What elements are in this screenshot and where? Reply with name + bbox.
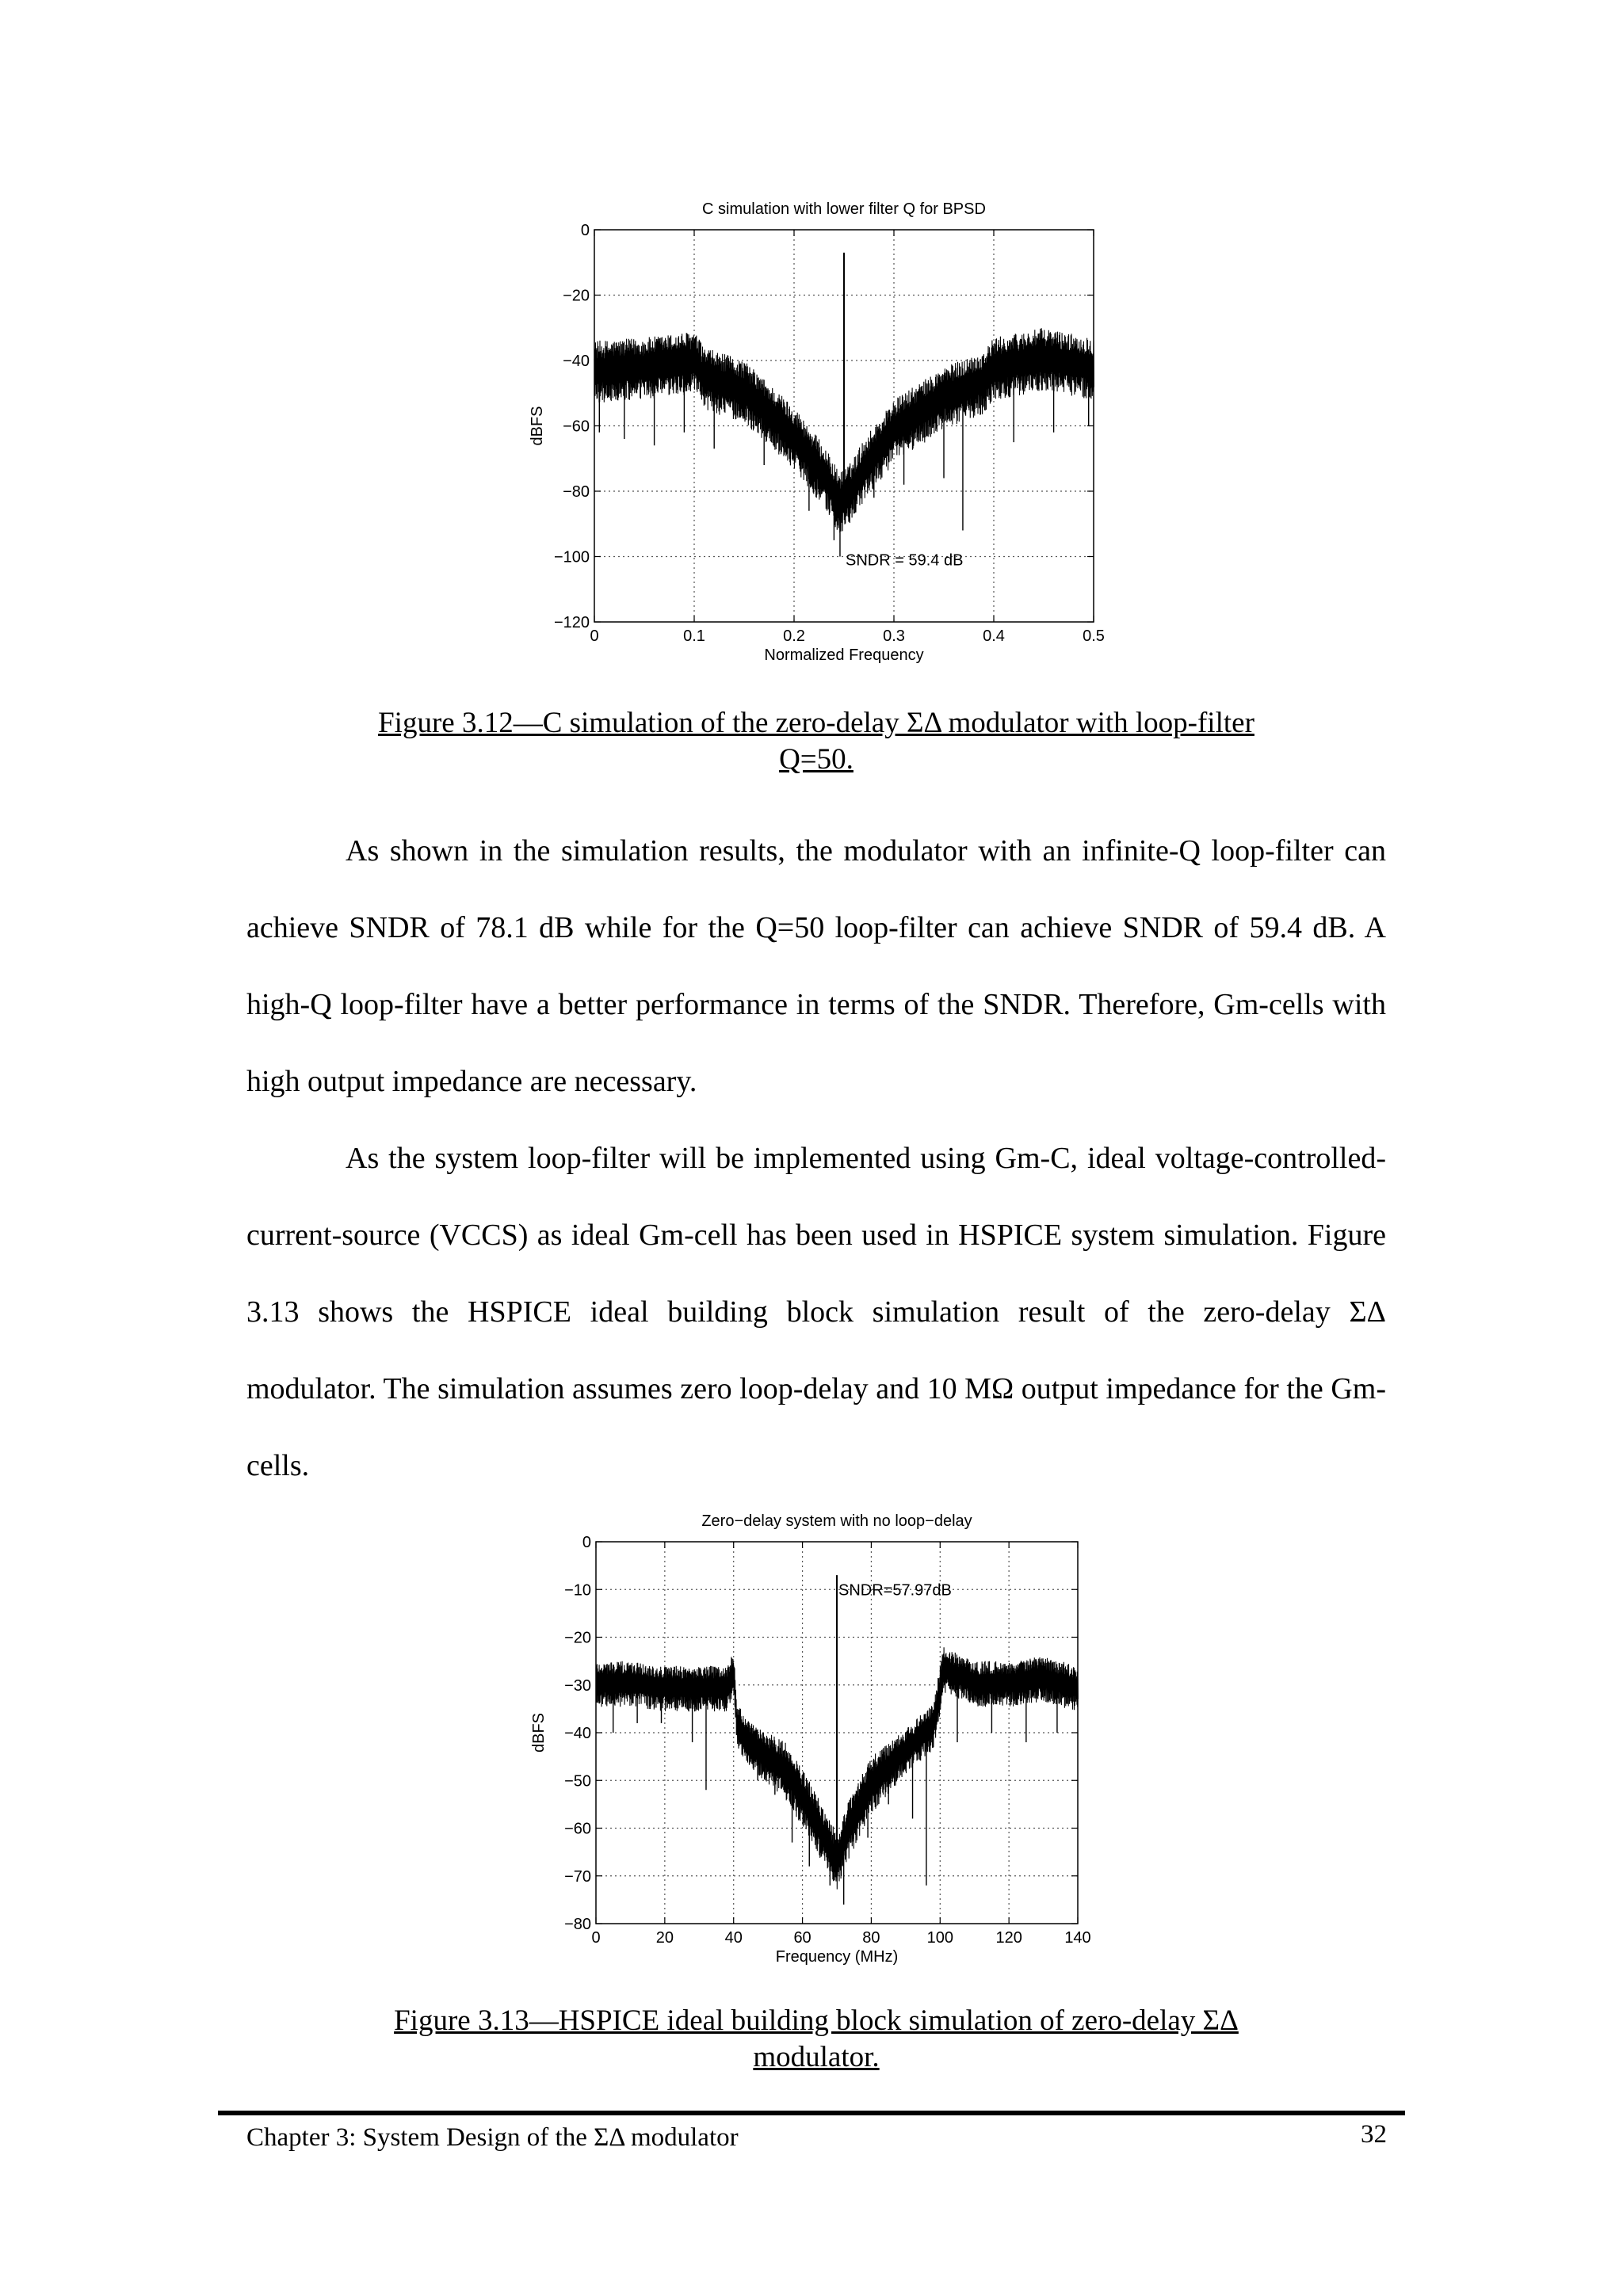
chart-title: Zero−delay system with no loop−delay (701, 1512, 972, 1530)
paragraph-1 (246, 813, 1386, 1120)
y-axis-label: dBFS (529, 406, 546, 446)
x-tick-label: 40 (724, 1929, 743, 1947)
chart-title: C simulation with lower filter Q for BPSD (702, 200, 986, 218)
y-tick-label: −60 (564, 1820, 591, 1838)
figure-3-12-caption (238, 705, 1395, 778)
y-tick-label: −30 (564, 1676, 591, 1695)
y-tick-label: −120 (553, 614, 590, 631)
x-tick-label: 20 (655, 1929, 674, 1947)
y-tick-label: −100 (553, 548, 590, 566)
figure-3-12-chart (507, 190, 1141, 681)
figure-3-12-svg (507, 190, 1141, 681)
x-tick-label: 140 (1064, 1929, 1091, 1947)
x-tick-label: 0.1 (683, 627, 705, 645)
paragraph-2-text: As the system loop-filter will be implemented using Gm-C, ideal voltage-controlled-current-source (VCCS) as ideal Gm-cell has been used in HSPICE system simulation. Figure 3.13 shows the HSPICE ideal building block simulation result of the zero-delay ΣΔ modulator. The simulation assumes zero loop-delay and 10 MΩ output impedance for the Gm-cells. (246, 1142, 1386, 1482)
figure-3-13-caption (238, 2003, 1395, 2076)
x-tick-label: 0.5 (1083, 627, 1105, 645)
x-tick-label: 0 (590, 627, 599, 645)
x-axis-label: Normalized Frequency (764, 646, 924, 664)
x-tick-label: 0.4 (983, 627, 1005, 645)
paragraph-2 (246, 1120, 1386, 1505)
x-tick-label: 0 (591, 1929, 601, 1947)
y-tick-label: −80 (563, 483, 590, 501)
x-tick-label: 0.3 (883, 627, 905, 645)
y-tick-label: −60 (563, 418, 590, 436)
x-axis-label: Frequency (MHz) (775, 1948, 899, 1966)
page-number: 32 (1361, 2120, 1387, 2149)
x-tick-label: 120 (995, 1929, 1022, 1947)
sndr-annotation: SNDR=57.97dB (838, 1581, 952, 1600)
y-tick-label: −70 (564, 1867, 591, 1886)
figure-3-13-chart (523, 1505, 1125, 1973)
paragraph-1-text: As shown in the simulation results, the modulator with an infinite-Q loop-filter can achieve SNDR of 78.1 dB while for the Q=50 loop-filter can achieve SNDR of 59.4 dB. A high-Q loop-filter have a better performance in terms of the SNDR. Therefore, Gm-cells with high output impedance are necessary. (246, 834, 1386, 1098)
x-tick-label: 100 (926, 1929, 953, 1947)
y-tick-label: −50 (564, 1772, 591, 1791)
footer-rule (218, 2111, 1405, 2115)
figure-3-13-caption-line2: modulator. (753, 2041, 880, 2073)
y-tick-label: −20 (564, 1629, 591, 1647)
y-tick-label: −40 (563, 353, 590, 370)
footer-chapter: Chapter 3: System Design of the ΣΔ modulator (246, 2123, 739, 2152)
y-tick-label: −10 (564, 1581, 591, 1600)
x-tick-label: 60 (793, 1929, 812, 1947)
figure-3-12-caption-line2: Q=50. (779, 743, 854, 776)
figure-3-13-caption-line1: Figure 3.13—HSPICE ideal building block simulation of zero-delay ΣΔ (394, 2004, 1239, 2037)
y-tick-label: 0 (580, 222, 590, 239)
x-tick-label: 80 (862, 1929, 880, 1947)
x-tick-label: 0.2 (783, 627, 805, 645)
y-tick-label: −80 (564, 1916, 591, 1933)
y-tick-label: 0 (582, 1534, 591, 1551)
figure-3-13-svg (523, 1505, 1125, 1973)
y-tick-label: −40 (564, 1725, 591, 1742)
y-axis-label: dBFS (530, 1712, 548, 1753)
figure-3-12-caption-line1: Figure 3.12—C simulation of the zero-delay ΣΔ modulator with loop-filter (378, 707, 1254, 739)
y-tick-label: −20 (563, 287, 590, 305)
sndr-annotation: SNDR = 59.4 dB (846, 551, 964, 570)
